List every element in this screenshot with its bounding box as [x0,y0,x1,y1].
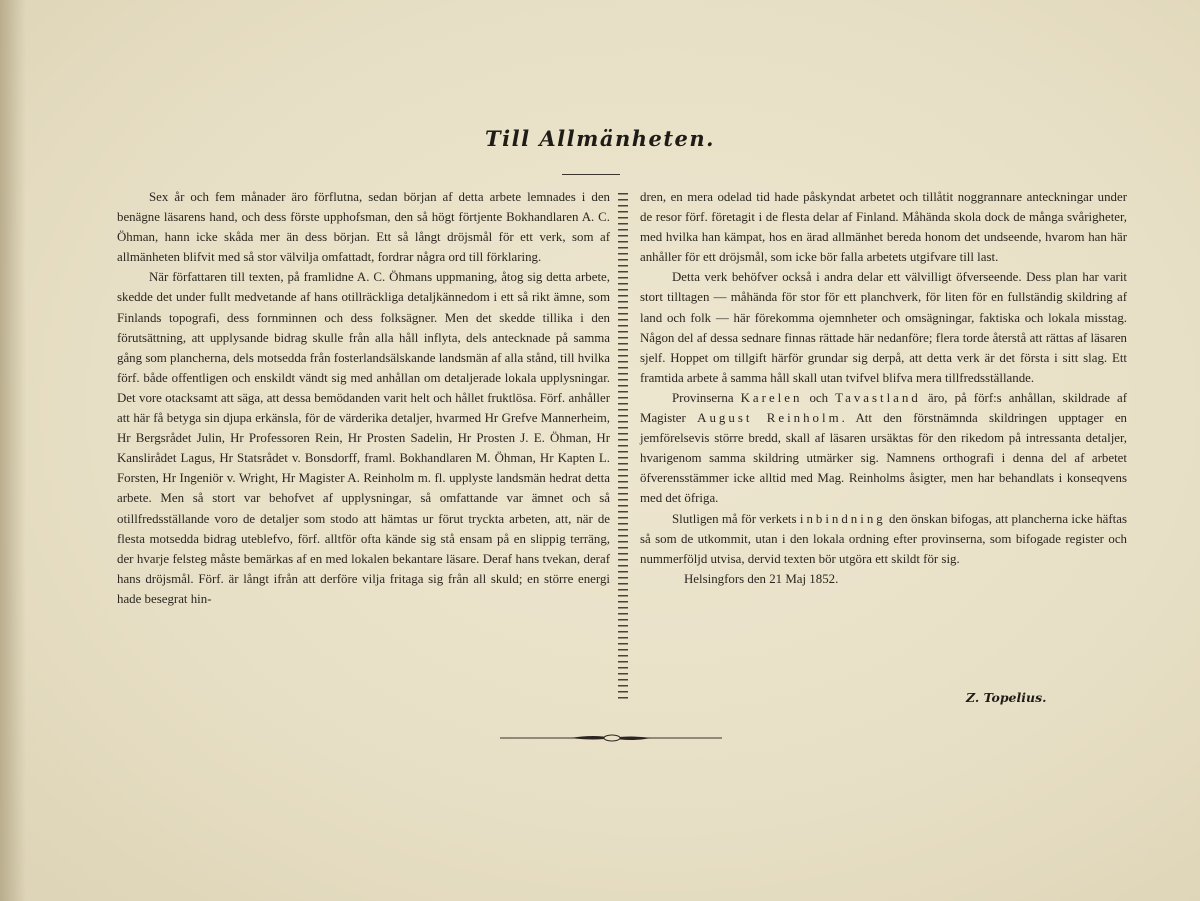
paragraph [640,509,1127,569]
paragraph [640,388,1127,509]
text-run: . Att den förstnämnda skildringen upptager en jemförelsevis större bredd, skall af läsaren ursäktas för den rikedom på intressanta detaljer, hvarigenom samma skildring utmärker sig. Namnens orthografi i denna del af arbetet öfverensstämmer icke alltid med Mag. Reinholms åsigter, men har behandlats i konseqvens med det öfriga. [640,411,1127,506]
left-column [117,187,610,609]
closing-ornament-icon [500,730,722,746]
paragraph: När författaren till texten, på framlidne A. C. Öhmans uppmaning, åtog sig detta arbete, skedde det under fullt medvetande af hans otillräckliga detaljkännedom i ett så rikt ämne, som Finlands topografi, dess fornminnen och dess folksägner. Men det skedde tillika i den förutsättning, att upplysande bidrag skulle från alla håll inflyta, dels antecknade på samma gång som plancherna, dels motsedda från fosterlandsälskande landsmän af alla stånd, till hvilka förf. både offentligen och enskildt vändt sig med anhållan om detaljerade lokala upplysningar. Det vore otacksamt att säga, att dessa bemödanden varit helt och hållet fruktlösa. Förf. anhåller att här få betyga sin djupa erkänsla, för de värderika detaljer, hvarmed Hr Grefve Mannerheim, Hr Bergsrådet Julin, Hr Professoren Rein, Hr Prosten Sadelin, Hr Prosten J. E. Öhman, Hr Kanslirådet Lagus, Hr Statsrådet v. Bonsdorff, framl. Bokhandlaren M. Öhman, Hr Kapten L. Forsten, Hr Ingeniör v. Wright, Hr Magister A. Reinholm m. fl. upplyste landsmän hedrat detta arbete. Men så stort var behofvet af upplysningar, så omfattande var ämnet och så otillfredsställande voro de detaljer som stodo att hämtas ur förut tryckta arbeten, att, när de flesta motsedda bidrag uteblefvo, förf. alltför ofta kände sig stå ensam på en slippig terräng, der hvarje felsteg måste bemärkas af en med lokalen bekantare läsare. Deraf hans tvekan, deraf hans dröjsmål. Förf. är långt ifrån att derföre vilja fritaga sig från all skuld; en större energi hade besegrat hin- [117,270,610,606]
paragraph: dren, en mera odelad tid hade påskyndat arbetet och tillåtit noggrannare anteckningar under de resor förf. företagit i de flesta delar af Finland. Måhända skola dock de många svårigheter, med hvilka han kämpat, hos en ärad allmänhet bereda honom det undseende, hvarom han här anhåller för ett dröjsmål, som icke bör falla arbetets utgifvare till last. [640,190,1127,265]
spaced-text: Tavastland [835,390,921,405]
title-underline [562,174,620,175]
spaced-text: inbindning [799,511,886,526]
paragraph: Sex år och fem månader äro förflutna, sedan början af detta arbete lemnades i den benägne läsarens hand, och dess förste upphofsman, den så högt förtjente Bokhandlaren A. C. Öhman, hann icke skåda mer än dess början. Ett så långt dröjsmål för ett verk, som af allmänheten blifvit med så stor välvilja omfattadt, fordrar några ord till förklaring. [117,190,610,265]
text-run: Slutligen må för verkets [672,511,800,526]
text-run: Provinserna [672,390,741,405]
spaced-text: Karelen [740,390,803,405]
paragraph: Detta verk behöfver också i andra delar ett välvilligt öfverseende. Dess plan har varit stort tilltagen — måhända för stor för ett planchverk, för liten för en fullständig skildring af land och folk — här förekomma ojemnheter och omsägningar, faktiska och lokala misstag. Någon del af dessa sednare finnas rättade här nedanföre; flera torde återstå att rättas af läsaren sjelf. Hoppet om tillgift härför grundar sig derpå, att detta verk är det första i sitt slag. Ett framtida arbete å samma håll skall utan tvifvel blifva mera tillfredsställande. [640,270,1127,385]
text-run: och [802,390,836,405]
page-title: Till Allmänheten. [485,126,715,151]
spaced-text: August Reinholm [697,411,842,426]
column-divider [618,193,628,703]
signature: Z. Topelius. [966,690,1047,705]
place-date: Helsingfors den 21 Maj 1852. [684,571,839,586]
text-run: äro, på förf:s anhållan, skildrade af Magister [640,390,1127,426]
right-column [640,187,1127,589]
text-run: den önskan bifogas, att plancherna icke häftas så som de utkommit, utan i den lokala ordning efter provinserna, som bifogade register och nummerföljd utvisa, dervid texten bör utgöra ett skildt för sig. [640,511,1127,566]
